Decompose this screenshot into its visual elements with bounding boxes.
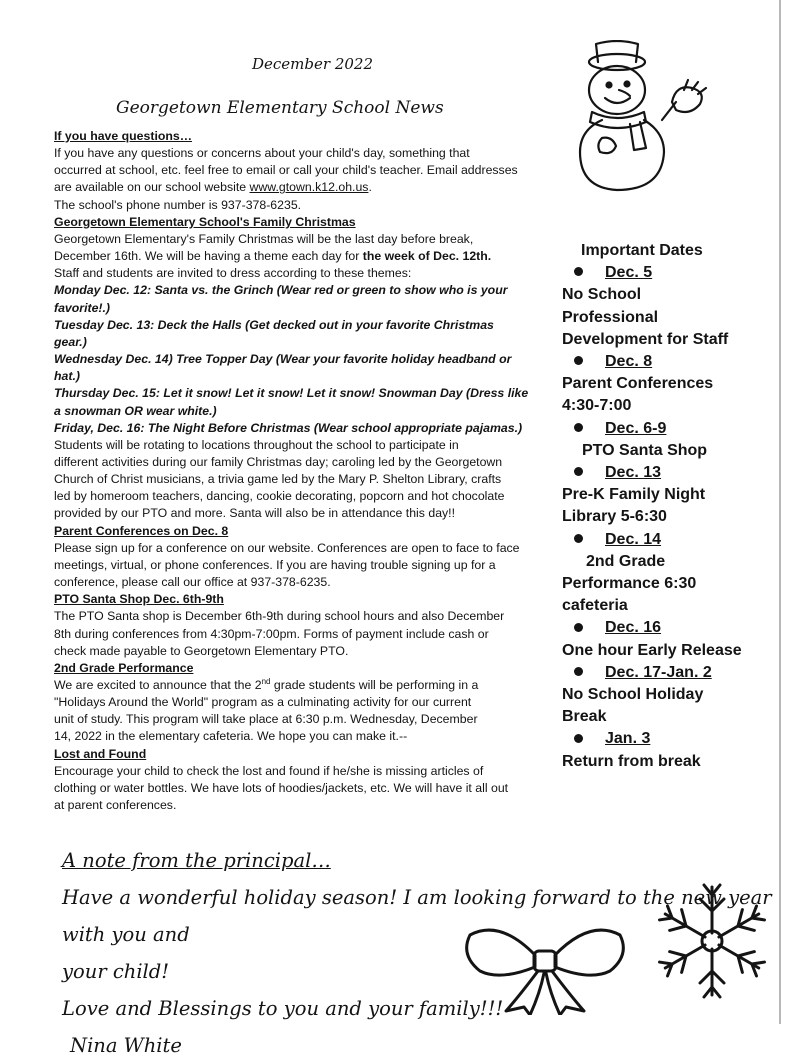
principal-note-line: Love and Blessings to you and your family!!!	[62, 997, 504, 1020]
text-fragment: .	[368, 180, 372, 195]
website-link[interactable]: www.gtown.k12.oh.us	[249, 180, 369, 195]
date-label: Dec. 16	[605, 619, 662, 637]
date-detail: Pre-K Family Night	[562, 486, 706, 504]
text-line: Georgetown Elementary's Family Christmas will be the last day before break,	[54, 231, 474, 246]
section-heading-conferences: Parent Conferences on Dec. 8	[54, 523, 229, 538]
text-line	[54, 677, 560, 694]
text-line: different activities during our family Christmas day; caroling led by the Georgetown	[54, 454, 503, 469]
theme-line: Friday, Dec. 16: The Night Before Christmas (Wear school appropriate pajamas.)	[54, 420, 523, 435]
text-line: led by homeroom teachers, dancing, cookie decorating, popcorn and hot chocolate	[54, 489, 505, 504]
text-line: Encourage your child to check the lost and found if he/she is missing articles of	[54, 763, 484, 778]
text-line: unit of study. This program will take place at 6:30 p.m. Wednesday, December	[54, 712, 478, 727]
date-detail: Break	[562, 708, 607, 726]
bullet-icon	[574, 267, 583, 276]
text-line: Staff and students are invited to dress according to these themes:	[54, 266, 412, 281]
date-label: Dec. 14	[605, 530, 662, 548]
bullet-icon	[574, 423, 583, 432]
date-detail: No School	[562, 286, 642, 304]
text-line: occurred at school, etc. feel free to email or call your child's teacher. Email addresses	[54, 163, 518, 178]
important-dates-title: Important Dates	[581, 242, 703, 259]
text-line: If you have any questions or concerns about your child's day, something that	[54, 146, 470, 161]
principal-note-line: Have a wonderful holiday season! I am looking forward to the new year with you and	[62, 886, 772, 946]
date-item	[562, 262, 777, 284]
date-label: Jan. 3	[605, 730, 651, 748]
date-detail: No School Holiday	[562, 686, 704, 704]
text-line	[54, 179, 560, 196]
phone-line: The school's phone number is 937-378-6235.	[54, 197, 302, 212]
date-label: Dec. 8	[605, 353, 653, 371]
theme-line: a snowman OR wear white.)	[54, 403, 217, 418]
text-line: Church of Christ musicians, a trivia game led by the Mary P. Shelton Library, crafts	[54, 472, 502, 487]
theme-line: Tuesday Dec. 13: Deck the Halls (Get decked out in your favorite Christmas	[54, 317, 494, 332]
date-detail: cafeteria	[562, 597, 628, 615]
newsletter-masthead: Georgetown Elementary School News	[116, 98, 444, 118]
date-label: Dec. 17-Jan. 2	[605, 663, 712, 681]
date-detail: 2nd Grade	[586, 552, 666, 570]
text-line	[54, 248, 560, 265]
date-item	[562, 418, 777, 440]
text-line: Please sign up for a conference on our website. Conferences are open to face to face	[54, 540, 520, 555]
date-detail: Parent Conferences	[562, 375, 714, 393]
text-line: conference, please call our office at 937-378-6235.	[54, 575, 331, 590]
text-line: clothing or water bottles. We have lots of hoodies/jackets, etc. We will have it all out	[54, 780, 509, 795]
important-dates-sidebar	[562, 240, 777, 773]
theme-line: Wednesday Dec. 14) Tree Topper Day (Wear your favorite holiday headband or	[54, 352, 512, 367]
date-detail: Return from break	[562, 752, 701, 770]
date-detail: 4:30-7:00	[562, 397, 632, 415]
text-line: check made payable to Georgetown Elementary PTO.	[54, 643, 349, 658]
text-line: 14, 2022 in the elementary cafeteria. We hope you can make it.--	[54, 729, 408, 744]
date-label: Dec. 5	[605, 264, 653, 282]
text-line: at parent conferences.	[54, 798, 177, 813]
newsletter-main-column	[54, 128, 560, 814]
snowman-icon	[572, 40, 732, 200]
principal-signature: Nina White	[70, 1034, 182, 1057]
section-heading-lost-found: Lost and Found	[54, 746, 147, 761]
bullet-icon	[574, 534, 583, 543]
text-line: meetings, virtual, or phone conferences. If you are having trouble signing up for a	[54, 557, 496, 572]
theme-line: gear.)	[54, 334, 87, 349]
text-line: provided by our PTO and more. Santa will also be in attendance this day!!	[54, 506, 456, 521]
theme-line: Thursday Dec. 15: Let it snow! Let it snow! Let it snow! Snowman Day (Dress like	[54, 386, 529, 401]
theme-line: favorite!.)	[54, 300, 111, 315]
principal-note-title: A note from the principal…	[62, 849, 331, 872]
text-line: The PTO Santa shop is December 6th-9th during school hours and also December	[54, 609, 505, 624]
date-item	[562, 728, 777, 750]
date-item	[562, 662, 777, 684]
date-detail: Library 5-6:30	[562, 508, 667, 526]
text-fragment: We are excited to announce that the 2	[54, 678, 262, 692]
date-detail: Development for Staff	[562, 330, 729, 348]
date-item	[562, 462, 777, 484]
bullet-icon	[574, 667, 583, 676]
text-fragment: are available on our school website	[54, 180, 250, 195]
bow-icon	[460, 915, 630, 1015]
date-detail: PTO Santa Shop	[582, 441, 708, 459]
text-line: Students will be rotating to locations throughout the school to participate in	[54, 437, 459, 452]
newsletter-month: December 2022	[252, 55, 373, 73]
text-line: "Holidays Around the World" program as a culminating activity for our current	[54, 695, 472, 710]
snowflake-icon	[652, 876, 772, 1006]
theme-line: hat.)	[54, 369, 80, 384]
section-heading-family-christmas: Georgetown Elementary School's Family Christmas	[54, 214, 356, 229]
text-fragment: December 16th. We will be having a theme each day for	[54, 249, 363, 264]
date-item	[562, 617, 777, 639]
bullet-icon	[574, 734, 583, 743]
date-label: Dec. 13	[605, 464, 662, 482]
bullet-icon	[574, 623, 583, 632]
text-fragment: grade students will be performing in a	[270, 678, 479, 692]
theme-line: Monday Dec. 12: Santa vs. the Grinch (Wear red or green to show who is your	[54, 283, 508, 298]
date-detail: Professional	[562, 308, 659, 326]
date-detail: Performance 6:30	[562, 575, 697, 593]
section-heading-questions: If you have questions…	[54, 129, 193, 143]
date-item	[562, 529, 777, 551]
bullet-icon	[574, 356, 583, 365]
section-heading-performance: 2nd Grade Performance	[54, 660, 194, 675]
section-heading-santa-shop: PTO Santa Shop Dec. 6th-9th	[54, 592, 224, 607]
text-line: 8th during conferences from 4:30pm-7:00pm. Forms of payment include cash or	[54, 626, 489, 641]
date-label: Dec. 6-9	[605, 419, 667, 437]
week-highlight: the week of Dec. 12th.	[362, 249, 492, 264]
superscript: nd	[261, 676, 271, 686]
date-detail: One hour Early Release	[562, 641, 742, 659]
bullet-icon	[574, 467, 583, 476]
principal-note-line: your child!	[62, 960, 170, 983]
date-item	[562, 351, 777, 373]
